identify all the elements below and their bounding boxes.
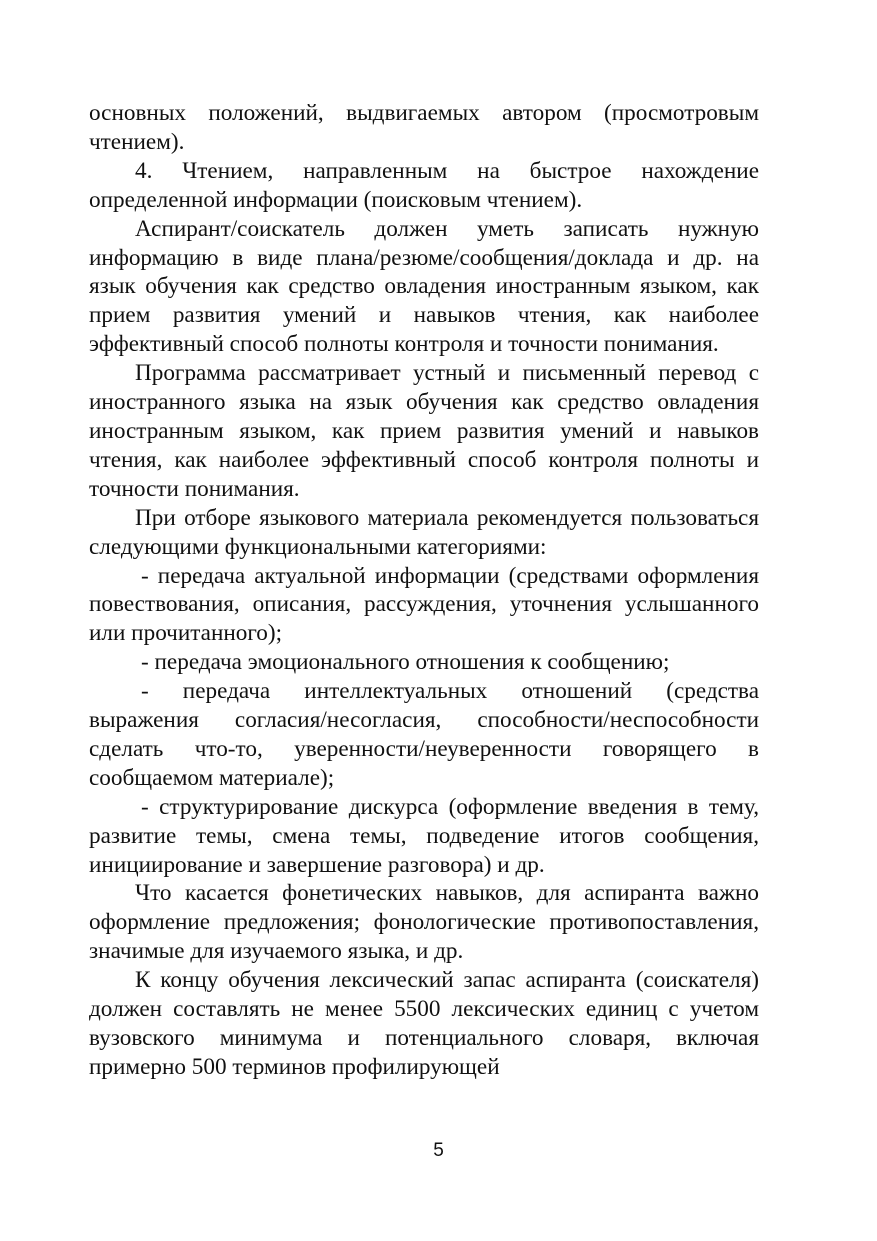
paragraph-phonetics: Что касается фонетических навыков, для аспиранта важно оформление предложения; фонологические противопоставления, значимые для изучаемого языка, и др. (89, 880, 759, 965)
page-number: 5 (433, 1140, 444, 1161)
paragraph-search-reading: 4. Чтением, направленным на быстрое нахождение определенной информации (поисковым чтением). (89, 157, 759, 213)
list-item-intellectual-relations: - передача интеллектуальных отношений (средства выражения согласия/несогласия, способности/неспособности сделать что-то, уверенности/неуверенности говорящего в сообщаемом материале); (89, 678, 759, 791)
paragraph-vocabulary: К концу обучения лексический запас аспиранта (соискателя) должен составлять не менее 5500 лексических единиц с учетом вузовского минимума и потенциального словаря, включая примерно 500 терминов профилирующей (89, 967, 759, 1080)
paragraph-translation: Программа рассматривает устный и письменный перевод с иностранного языка на язык обучения как средство овладения иностранным языком, как прием развития умений и навыков чтения, как наиболее эффективный способ контроля полноты и точности понимания. (89, 360, 759, 502)
list-item-emotional-attitude: - передача эмоционального отношения к сообщению; (141, 649, 670, 676)
list-item-actual-information: - передача актуальной информации (средствами оформления повествования, описания, рассуждения, уточнения услышанного или прочитанного); (89, 562, 759, 647)
paragraph-language-material: При отборе языкового материала рекомендуется пользоваться следующими функциональными категориями: (89, 504, 759, 560)
document-page (89, 99, 759, 1082)
paragraph-note-taking: Аспирант/соискатель должен уметь записать нужную информацию в виде плана/резюме/сообщения/доклада и др. на язык обучения как средство овладения иностранным языком, как прием развития умений и навыков чтения, как наиболее эффективный способ полноты контроля и точности понимания. (89, 215, 759, 358)
paragraph-reading-continued: основных положений, выдвигаемых автором (просмотровым чтением). (89, 100, 759, 155)
list-item-discourse-structuring: - структурирование дискурса (оформление введения в тему, развитие темы, смена темы, подведение итогов сообщения, инициирование и завершение разговора) и др. (89, 793, 759, 878)
